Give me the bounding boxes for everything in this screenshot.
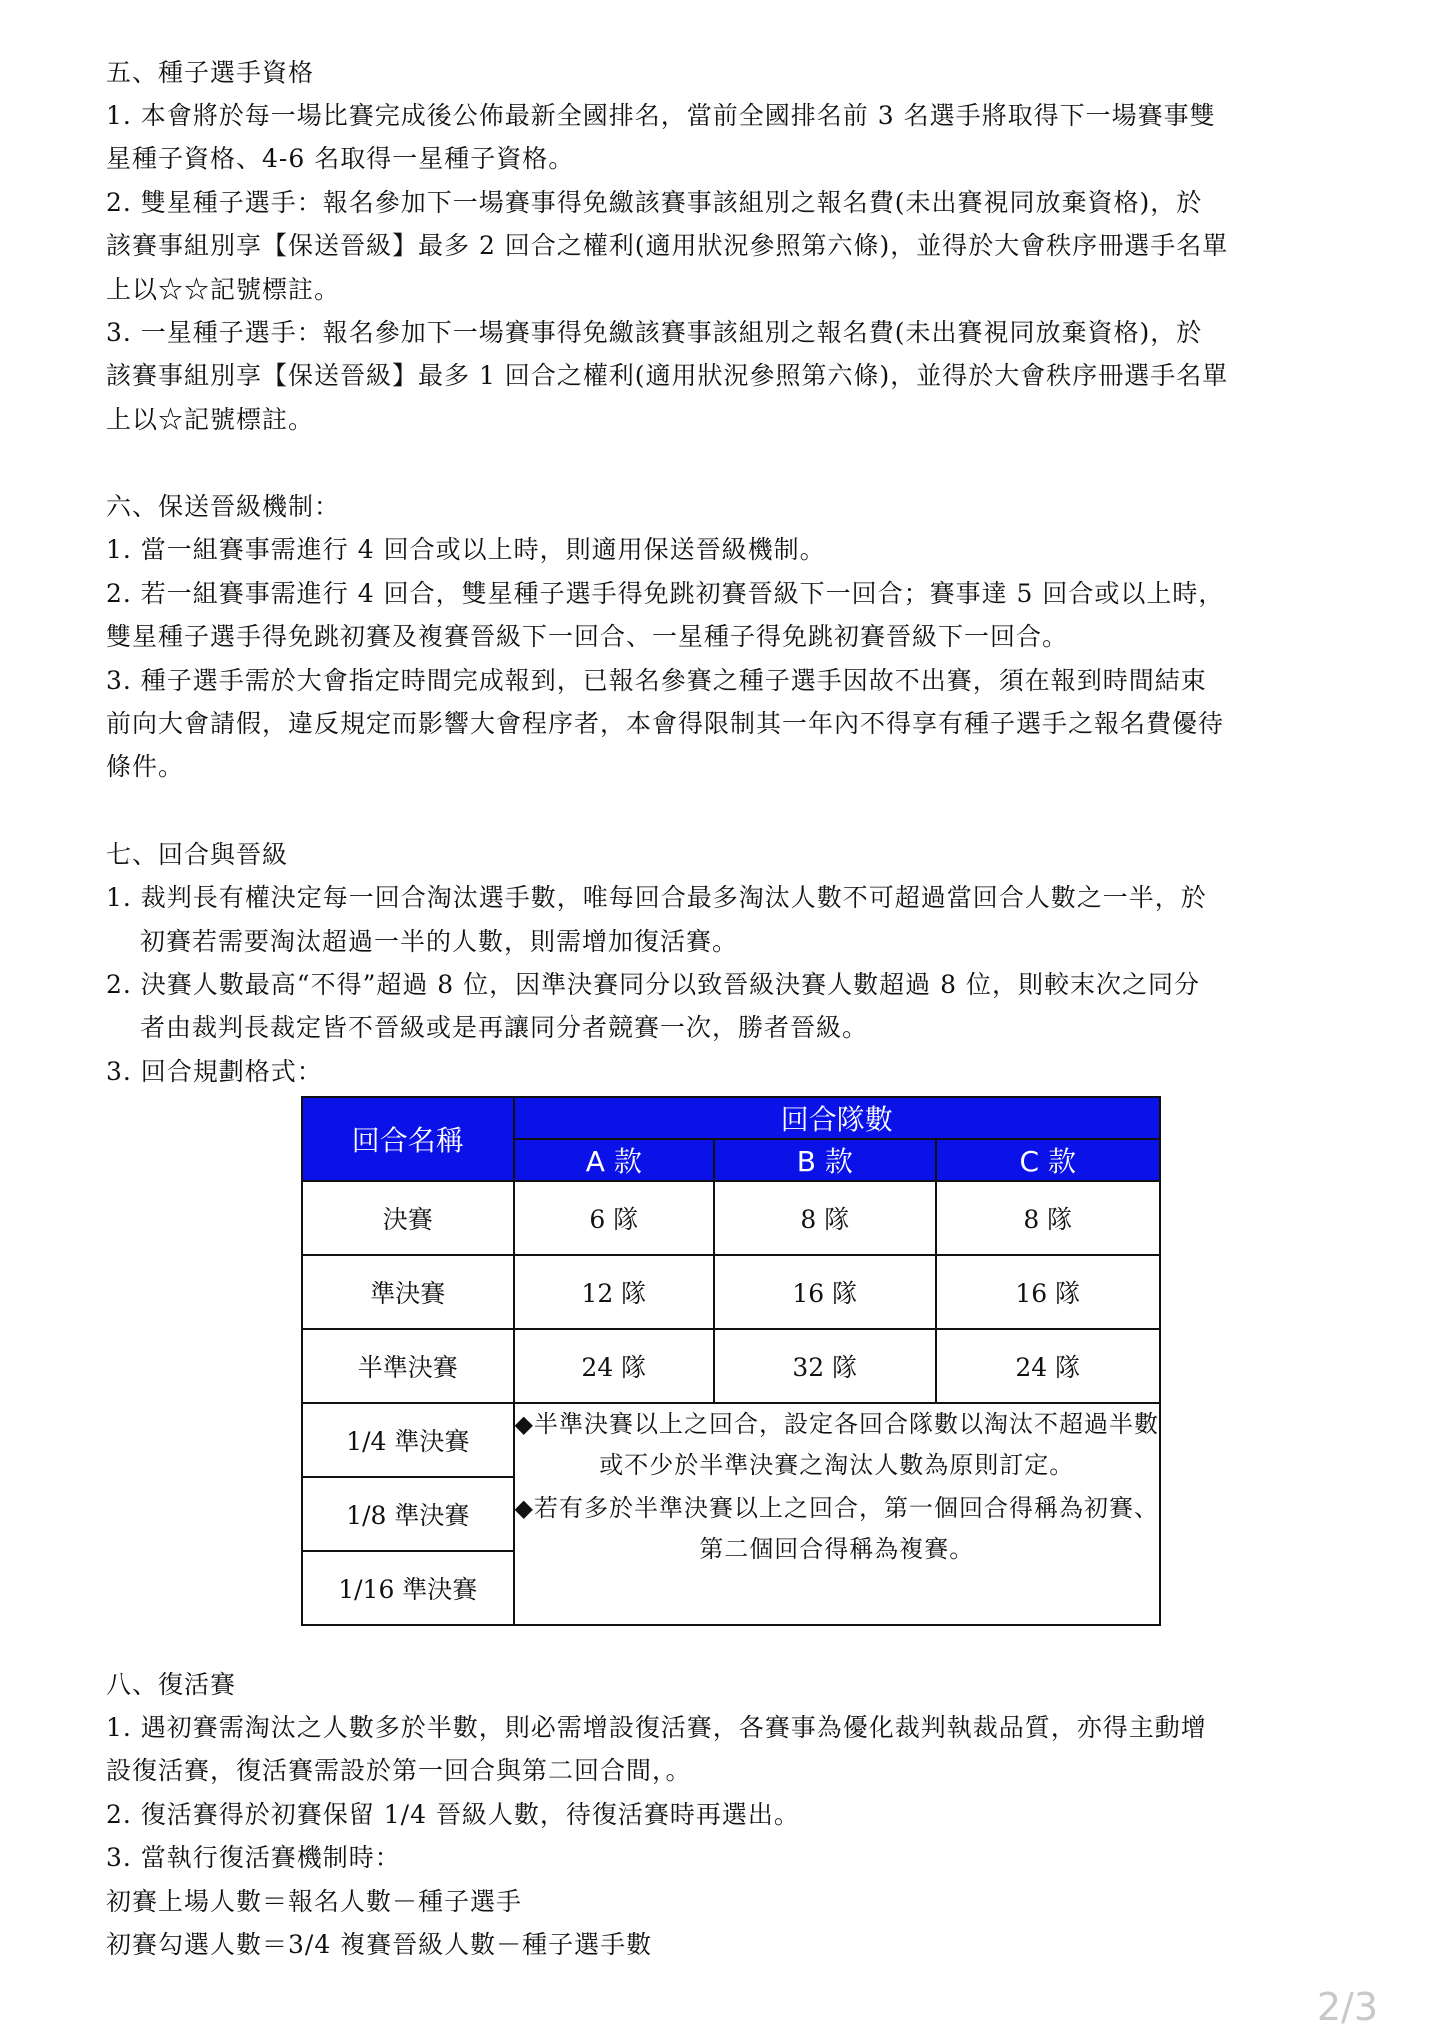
section-5-title: 五、種子選手資格 bbox=[106, 58, 315, 87]
round-name-cell: 決賽 bbox=[302, 1181, 514, 1255]
table-cell: 16 隊 bbox=[936, 1255, 1160, 1329]
section-6-line-6: 條件。 bbox=[106, 752, 185, 781]
table-row bbox=[302, 1403, 1160, 1477]
table-cell: 32 隊 bbox=[714, 1329, 935, 1403]
section-8-title: 八、復活賽 bbox=[106, 1670, 237, 1699]
section-5-line-6: 3. 一星種子選手：報名參加下一場賽事得免繳該賽事該組別之報名費(未出賽視同放棄資格)，於 bbox=[106, 318, 1203, 347]
section-7-line-1: 1. 裁判長有權決定每一回合淘汰選手數，唯每回合最多淘汰人數不可超過當回合人數之一半，於 bbox=[106, 883, 1207, 912]
table-note-1: ◆半準決賽以上之回合，設定各回合隊數以淘汰不超過半數或不少於半準決賽之淘汰人數為原則訂定。 bbox=[514, 1410, 1160, 1479]
table-row bbox=[302, 1329, 1160, 1403]
section-7-line-5: 3. 回合規劃格式： bbox=[106, 1057, 323, 1086]
table-cell: 6 隊 bbox=[514, 1181, 715, 1255]
section-8-line-1: 1. 遇初賽需淘汰之人數多於半數，則必需增設復活賽，各賽事為優化裁判執裁品質，亦得主動增 bbox=[106, 1713, 1207, 1742]
round-name-cell: 準決賽 bbox=[302, 1255, 514, 1329]
team-count-header: 回合隊數 bbox=[514, 1097, 1160, 1139]
section-5-line-7: 該賽事組別享【保送晉級】最多 1 回合之權利(適用狀況參照第六條)，並得於大會秩序冊選手名單 bbox=[106, 361, 1229, 390]
table-row bbox=[302, 1255, 1160, 1329]
table-note-2: ◆若有多於半準決賽以上之回合，第一個回合得稱為初賽、第二個回合得稱為複賽。 bbox=[514, 1494, 1160, 1563]
section-5-line-4: 該賽事組別享【保送晉級】最多 2 回合之權利(適用狀況參照第六條)，並得於大會秩序冊選手名單 bbox=[106, 231, 1229, 260]
section-7-line-3: 2. 決賽人數最高“不得”超過 8 位，因準決賽同分以致晉級決賽人數超過 8 位，則較末次之同分 bbox=[106, 970, 1200, 999]
section-8-line-3: 2. 復活賽得於初賽保留 1/4 晉級人數，待復活賽時再選出。 bbox=[106, 1800, 800, 1829]
round-name-header: 回合名稱 bbox=[302, 1097, 514, 1181]
section-7-line-4: 者由裁判長裁定皆不晉級或是再讓同分者競賽一次，勝者晉級。 bbox=[140, 1013, 869, 1042]
table-cell: 24 隊 bbox=[514, 1329, 715, 1403]
section-5-line-3: 2. 雙星種子選手：報名參加下一場賽事得免繳該賽事該組別之報名費(未出賽視同放棄資格)，於 bbox=[106, 188, 1203, 217]
section-8-line-5: 初賽上場人數＝報名人數－種子選手 bbox=[106, 1887, 523, 1916]
col-c-header: C 款 bbox=[936, 1139, 1160, 1181]
table-cell: 8 隊 bbox=[936, 1181, 1160, 1255]
section-6-line-1: 1. 當一組賽事需進行 4 回合或以上時，則適用保送晉級機制。 bbox=[106, 535, 826, 564]
rounds-table bbox=[301, 1096, 1161, 1626]
section-6-title: 六、保送晉級機制： bbox=[106, 492, 341, 521]
section-5-line-8: 上以☆記號標註。 bbox=[106, 405, 315, 434]
round-name-cell: 1/4 準決賽 bbox=[302, 1403, 514, 1477]
section-8-line-6: 初賽勾選人數＝3/4 複賽晉級人數－種子選手數 bbox=[106, 1930, 653, 1959]
table-cell: 24 隊 bbox=[936, 1329, 1160, 1403]
section-5-line-2: 星種子資格、4-6 名取得一星種子資格。 bbox=[106, 144, 575, 173]
round-name-cell: 1/8 準決賽 bbox=[302, 1477, 514, 1551]
col-b-header: B 款 bbox=[714, 1139, 935, 1181]
section-6-line-4: 3. 種子選手需於大會指定時間完成報到，已報名參賽之種子選手因故不出賽，須在報到時間結束 bbox=[106, 666, 1207, 695]
table-note-cell bbox=[514, 1403, 1160, 1625]
table-cell: 8 隊 bbox=[714, 1181, 935, 1255]
section-6-line-5: 前向大會請假，違反規定而影響大會程序者，本會得限制其一年內不得享有種子選手之報名費優待 bbox=[106, 709, 1225, 738]
section-5-line-1: 1. 本會將於每一場比賽完成後公佈最新全國排名，當前全國排名前 3 名選手將取得下一場賽事雙 bbox=[106, 101, 1216, 130]
section-7-title: 七、回合與晉級 bbox=[106, 840, 289, 869]
section-8-line-4: 3. 當執行復活賽機制時： bbox=[106, 1843, 401, 1872]
table-row bbox=[302, 1181, 1160, 1255]
section-5-line-5: 上以☆☆記號標註。 bbox=[106, 275, 341, 304]
page-number: 2/3 bbox=[1316, 1985, 1378, 2029]
section-8-line-2: 設復活賽，復活賽需設於第一回合與第二回合間，。 bbox=[106, 1756, 692, 1785]
section-7-line-2: 初賽若需要淘汰超過一半的人數，則需增加復活賽。 bbox=[140, 927, 739, 956]
round-name-cell: 1/16 準決賽 bbox=[302, 1551, 514, 1625]
round-name-cell: 半準決賽 bbox=[302, 1329, 514, 1403]
col-a-header: A 款 bbox=[514, 1139, 715, 1181]
table-cell: 16 隊 bbox=[714, 1255, 935, 1329]
table-cell: 12 隊 bbox=[514, 1255, 715, 1329]
section-6-line-3: 雙星種子選手得免跳初賽及複賽晉級下一回合、一星種子得免跳初賽晉級下一回合。 bbox=[106, 622, 1069, 651]
section-6-line-2: 2. 若一組賽事需進行 4 回合，雙星種子選手得免跳初賽晉級下一回合；賽事達 5 回合或以上時， bbox=[106, 579, 1225, 608]
